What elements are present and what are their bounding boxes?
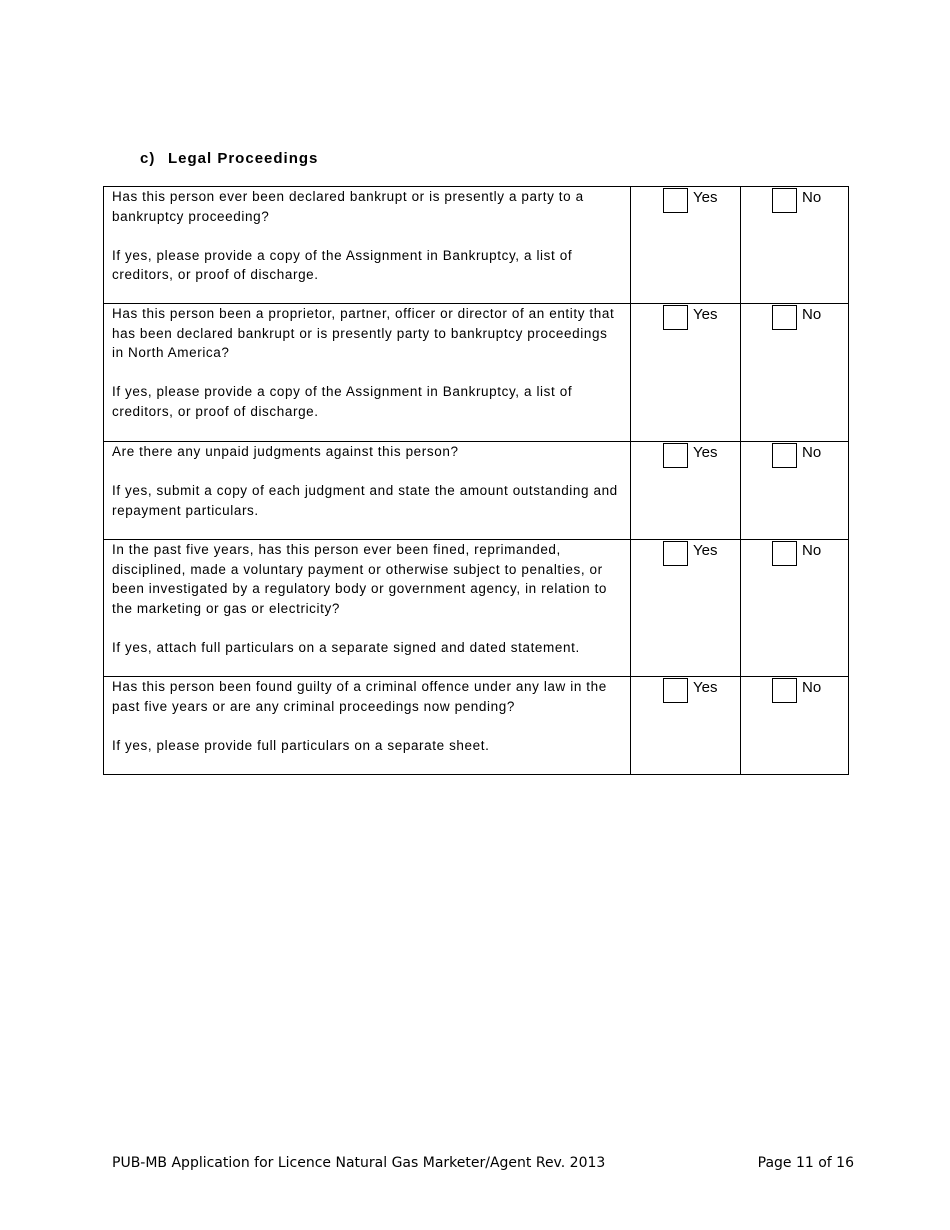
question-text: Has this person been found guilty of a criminal offence under any law in the past five years or are any criminal proceedings now pending? — [112, 679, 607, 714]
question-text: Are there any unpaid judgments against this person? — [112, 444, 459, 459]
yes-label: Yes — [693, 542, 718, 559]
question-cell — [104, 677, 631, 775]
no-checkbox[interactable] — [772, 541, 797, 566]
question-row — [104, 677, 849, 775]
question-text: Has this person ever been declared bankrupt or is presently a party to a bankruptcy proceeding? — [112, 189, 584, 224]
footer-document-title: PUB-MB Application for Licence Natural Gas Marketer/Agent Rev. 2013 — [112, 1155, 606, 1171]
no-cell — [741, 187, 849, 304]
yes-cell — [631, 304, 741, 442]
yes-checkbox[interactable] — [663, 678, 688, 703]
no-cell — [741, 540, 849, 677]
no-label: No — [802, 444, 822, 461]
no-checkbox[interactable] — [772, 188, 797, 213]
no-label: No — [802, 542, 822, 559]
question-cell — [104, 304, 631, 442]
yes-checkbox[interactable] — [663, 443, 688, 468]
question-text: In the past five years, has this person ever been fined, reprimanded, disciplined, made a voluntary payment or otherwise subject to penalties, or been investigated by a regulatory body or government agency, in relation to the marketing or gas or electricity? — [112, 542, 608, 616]
no-label: No — [802, 679, 822, 696]
footer-page-number: Page 11 of 16 — [757, 1155, 854, 1171]
yes-cell — [631, 677, 741, 775]
yes-label: Yes — [693, 306, 718, 323]
question-row — [104, 442, 849, 540]
no-cell — [741, 304, 849, 442]
question-row — [104, 304, 849, 442]
no-checkbox[interactable] — [772, 443, 797, 468]
yes-cell — [631, 187, 741, 304]
no-label: No — [802, 189, 822, 206]
section-title: Legal Proceedings — [168, 150, 319, 167]
yes-checkbox[interactable] — [663, 305, 688, 330]
yes-label: Yes — [693, 679, 718, 696]
yes-checkbox[interactable] — [663, 541, 688, 566]
page-footer — [112, 1155, 854, 1171]
question-note: If yes, attach full particulars on a separate signed and dated statement. — [112, 639, 580, 655]
question-row — [104, 187, 849, 304]
question-row — [104, 540, 849, 677]
question-cell — [104, 442, 631, 540]
question-note: If yes, please provide full particulars on a separate sheet. — [112, 737, 490, 753]
question-note: If yes, please provide a copy of the Assignment in Bankruptcy, a list of creditors, or proof of discharge. — [112, 247, 573, 282]
yes-label: Yes — [693, 444, 718, 461]
legal-proceedings-table — [103, 186, 849, 775]
yes-cell — [631, 442, 741, 540]
question-note: If yes, submit a copy of each judgment and state the amount outstanding and repayment particulars. — [112, 483, 618, 518]
no-cell — [741, 677, 849, 775]
yes-cell — [631, 540, 741, 677]
question-note: If yes, please provide a copy of the Assignment in Bankruptcy, a list of creditors, or proof of discharge. — [112, 384, 573, 419]
yes-checkbox[interactable] — [663, 188, 688, 213]
no-checkbox[interactable] — [772, 305, 797, 330]
question-cell — [104, 540, 631, 677]
no-cell — [741, 442, 849, 540]
question-cell — [104, 187, 631, 304]
no-checkbox[interactable] — [772, 678, 797, 703]
no-label: No — [802, 306, 822, 323]
yes-label: Yes — [693, 189, 718, 206]
question-text: Has this person been a proprietor, partner, officer or director of an entity that has been declared bankrupt or is presently party to bankruptcy proceedings in North America? — [112, 306, 615, 360]
section-letter: c) — [140, 150, 156, 167]
section-heading — [140, 150, 318, 167]
